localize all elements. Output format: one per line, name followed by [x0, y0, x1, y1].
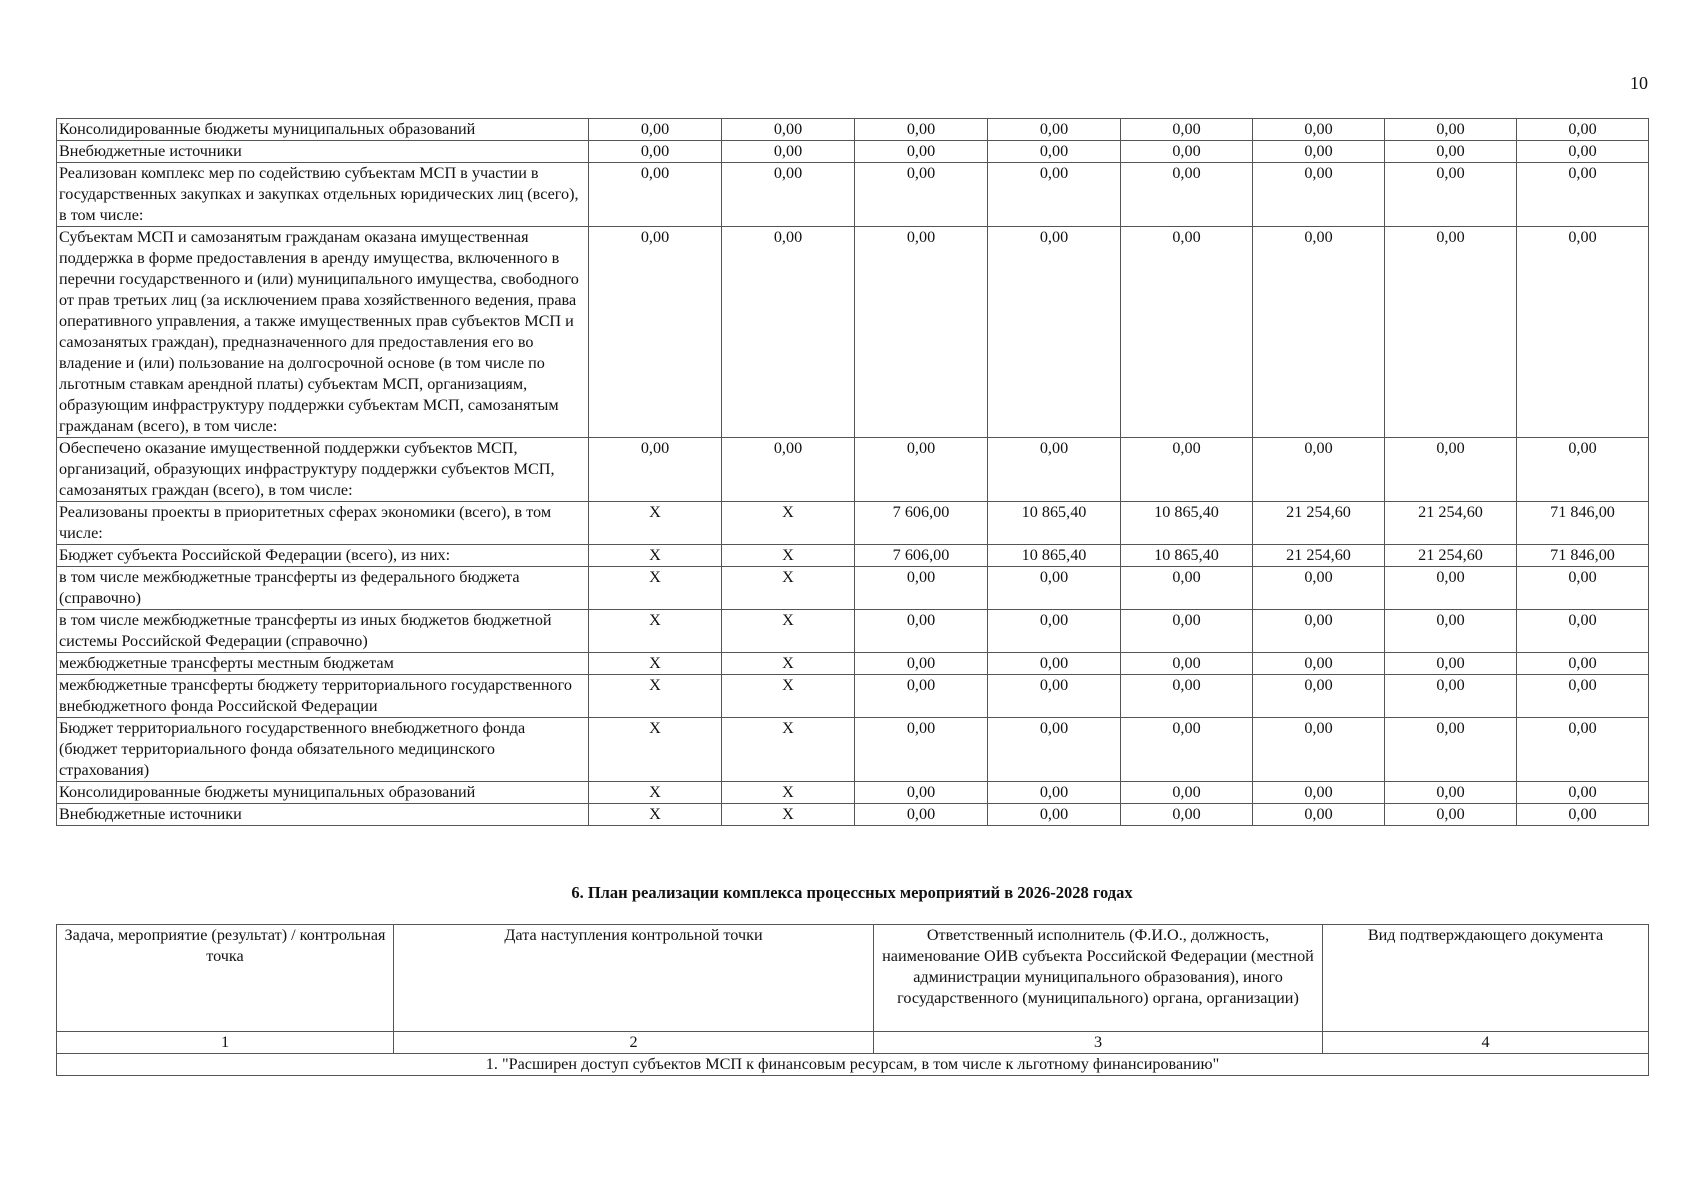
- finance-row: [57, 141, 1649, 163]
- finance-row-value: 0,00: [1517, 804, 1649, 826]
- page-number: 10: [1630, 73, 1648, 93]
- finance-row-value: 0,00: [1121, 567, 1253, 610]
- finance-row-value: 0,00: [589, 141, 722, 163]
- finance-row-value: 0,00: [1517, 782, 1649, 804]
- finance-row-value: 0,00: [1385, 227, 1517, 438]
- finance-row: [57, 610, 1649, 653]
- finance-row-value: 0,00: [988, 782, 1121, 804]
- finance-row: [57, 804, 1649, 826]
- finance-row-value: 0,00: [1253, 782, 1385, 804]
- finance-row-value: 7 606,00: [855, 502, 988, 545]
- finance-row-value: 0,00: [1253, 227, 1385, 438]
- finance-row-value: X: [722, 782, 855, 804]
- header-responsible: Ответственный исполнитель (Ф.И.О., должность, наименование ОИВ субъекта Российской Федерации (местной администрации муниципального образования), иного государственного (муниципального) органа, организации): [874, 925, 1323, 1032]
- finance-row-label: Реализованы проекты в приоритетных сферах экономики (всего), в том числе:: [57, 502, 589, 545]
- finance-row-label: Консолидированные бюджеты муниципальных образований: [57, 782, 589, 804]
- finance-row-value: 0,00: [1385, 141, 1517, 163]
- finance-row-value: 0,00: [1517, 718, 1649, 782]
- finance-row-label: Обеспечено оказание имущественной поддержки субъектов МСП, организаций, образующих инфраструктуру поддержки субъектов МСП, самозанятых граждан (всего), в том числе:: [57, 438, 589, 502]
- finance-row: [57, 502, 1649, 545]
- finance-row-label: Субъектам МСП и самозанятым гражданам оказана имущественная поддержка в форме предоставления в аренду имущества, включенного в перечни государственного и (или) муниципального имущества, свободного от прав третьих лиц (за исключением права хозяйственного ведения, права оперативного управления, а также имущественных прав субъектов МСП и самозанятых граждан), предназначенного для предоставления его во владение и (или) пользование на долгосрочной основе (в том числе по льготным ставкам арендной платы) субъектам МСП, организациям, образующим инфраструктуру поддержки субъектам МСП, самозанятым гражданам (всего), в том числе:: [57, 227, 589, 438]
- finance-row-value: 0,00: [855, 653, 988, 675]
- section-title: 6. План реализации комплекса процессных мероприятий в 2026-2028 годах: [571, 883, 1133, 902]
- finance-row-value: 0,00: [1253, 610, 1385, 653]
- finance-row-value: 0,00: [988, 675, 1121, 718]
- finance-row-label: в том числе межбюджетные трансферты из иных бюджетов бюджетной системы Российской Федерации (справочно): [57, 610, 589, 653]
- finance-row-value: 0,00: [722, 227, 855, 438]
- finance-row-value: 0,00: [988, 141, 1121, 163]
- finance-row-value: 0,00: [988, 653, 1121, 675]
- finance-row-value: 0,00: [1517, 163, 1649, 227]
- finance-row-value: 0,00: [1253, 119, 1385, 141]
- finance-row-value: 0,00: [722, 163, 855, 227]
- finance-row-value: X: [589, 610, 722, 653]
- finance-row-label: Внебюджетные источники: [57, 804, 589, 826]
- finance-row-value: 0,00: [1253, 438, 1385, 502]
- finance-row-value: 0,00: [1121, 804, 1253, 826]
- finance-row: [57, 163, 1649, 227]
- finance-row-value: X: [589, 675, 722, 718]
- finance-row-value: 0,00: [1121, 718, 1253, 782]
- finance-row: [57, 653, 1649, 675]
- finance-row: [57, 119, 1649, 141]
- finance-row-value: 0,00: [1517, 567, 1649, 610]
- finance-row-value: X: [722, 610, 855, 653]
- finance-row-value: X: [722, 502, 855, 545]
- finance-row-value: X: [722, 653, 855, 675]
- finance-row-value: 0,00: [1121, 227, 1253, 438]
- finance-row-value: 10 865,40: [1121, 545, 1253, 567]
- finance-row: [57, 438, 1649, 502]
- finance-row-value: X: [589, 653, 722, 675]
- finance-row-label: межбюджетные трансферты местным бюджетам: [57, 653, 589, 675]
- finance-row-value: 0,00: [722, 438, 855, 502]
- column-number: 1: [57, 1032, 394, 1054]
- finance-row-value: 0,00: [1121, 610, 1253, 653]
- finance-row-value: 0,00: [1517, 227, 1649, 438]
- column-number: 2: [394, 1032, 874, 1054]
- finance-row-value: 0,00: [1253, 653, 1385, 675]
- finance-row-value: 0,00: [1253, 675, 1385, 718]
- finance-row-value: 0,00: [1253, 804, 1385, 826]
- finance-row-value: 21 254,60: [1385, 502, 1517, 545]
- finance-row-value: 10 865,40: [988, 545, 1121, 567]
- finance-row-value: 0,00: [855, 675, 988, 718]
- finance-row-value: 0,00: [1121, 782, 1253, 804]
- finance-row-value: 0,00: [855, 782, 988, 804]
- finance-row-value: 0,00: [722, 141, 855, 163]
- column-number: 3: [874, 1032, 1323, 1054]
- finance-row-value: 0,00: [988, 119, 1121, 141]
- finance-row-value: X: [722, 718, 855, 782]
- finance-row-value: 0,00: [1121, 653, 1253, 675]
- finance-row-label: Реализован комплекс мер по содействию субъектам МСП в участии в государственных закупках и закупках отдельных юридических лиц (всего), в том числе:: [57, 163, 589, 227]
- finance-row-value: 21 254,60: [1253, 502, 1385, 545]
- finance-row-value: 0,00: [855, 610, 988, 653]
- finance-row-label: Консолидированные бюджеты муниципальных образований: [57, 119, 589, 141]
- finance-row-label: Бюджет территориального государственного внебюджетного фонда (бюджет территориального фонда обязательного медицинского страхования): [57, 718, 589, 782]
- finance-row-value: X: [722, 804, 855, 826]
- finance-row-value: 0,00: [1517, 610, 1649, 653]
- finance-row-value: 0,00: [1517, 675, 1649, 718]
- finance-row-value: 0,00: [988, 227, 1121, 438]
- finance-row-value: 0,00: [855, 438, 988, 502]
- plan-table: [56, 924, 1649, 1076]
- finance-row-value: 0,00: [988, 804, 1121, 826]
- finance-row-value: 0,00: [589, 119, 722, 141]
- finance-row-value: 0,00: [855, 119, 988, 141]
- finance-row-value: 0,00: [1385, 653, 1517, 675]
- finance-row-value: 0,00: [1253, 718, 1385, 782]
- column-number: 4: [1323, 1032, 1649, 1054]
- finance-row-value: X: [722, 545, 855, 567]
- plan-header-row: [57, 925, 1649, 1032]
- finance-row-value: X: [589, 804, 722, 826]
- finance-row-value: 0,00: [1253, 141, 1385, 163]
- finance-row-value: 71 846,00: [1517, 502, 1649, 545]
- finance-row-value: 0,00: [1121, 141, 1253, 163]
- finance-row: [57, 545, 1649, 567]
- finance-table: [56, 118, 1649, 826]
- finance-row-value: 0,00: [855, 567, 988, 610]
- finance-row-value: 0,00: [589, 163, 722, 227]
- finance-row-value: 0,00: [988, 163, 1121, 227]
- finance-row-value: 0,00: [1385, 610, 1517, 653]
- finance-row-value: X: [589, 718, 722, 782]
- finance-row-value: 0,00: [1517, 438, 1649, 502]
- finance-row-value: 0,00: [855, 718, 988, 782]
- finance-row-label: Внебюджетные источники: [57, 141, 589, 163]
- header-document: Вид подтверждающего документа: [1323, 925, 1649, 1032]
- finance-row-value: 0,00: [1517, 653, 1649, 675]
- header-date: Дата наступления контрольной точки: [394, 925, 874, 1032]
- finance-row-value: 21 254,60: [1385, 545, 1517, 567]
- finance-row-value: 7 606,00: [855, 545, 988, 567]
- finance-row-value: 0,00: [1517, 141, 1649, 163]
- plan-task-row: [57, 1054, 1649, 1076]
- plan-column-numbers-row: [57, 1032, 1649, 1054]
- finance-row-value: X: [589, 545, 722, 567]
- finance-row-value: 10 865,40: [1121, 502, 1253, 545]
- finance-row: [57, 718, 1649, 782]
- finance-row: [57, 675, 1649, 718]
- finance-row-value: 0,00: [1385, 782, 1517, 804]
- header-task: Задача, мероприятие (результат) / контрольная точка: [57, 925, 394, 1032]
- finance-row-value: 0,00: [855, 141, 988, 163]
- finance-row-value: 0,00: [722, 119, 855, 141]
- finance-row-value: 0,00: [1385, 119, 1517, 141]
- finance-row-value: 0,00: [589, 227, 722, 438]
- finance-row-value: 0,00: [1385, 163, 1517, 227]
- finance-row-value: 0,00: [988, 567, 1121, 610]
- finance-row-value: 0,00: [1121, 119, 1253, 141]
- finance-row-value: 0,00: [1385, 675, 1517, 718]
- finance-row-value: X: [589, 567, 722, 610]
- finance-row-value: 0,00: [1385, 718, 1517, 782]
- finance-row-value: 0,00: [1121, 163, 1253, 227]
- finance-row-value: 0,00: [1517, 119, 1649, 141]
- finance-row-value: 0,00: [589, 438, 722, 502]
- finance-row-value: 0,00: [1385, 567, 1517, 610]
- finance-row: [57, 782, 1649, 804]
- finance-row-value: 0,00: [1385, 804, 1517, 826]
- finance-row-value: 0,00: [855, 227, 988, 438]
- finance-row-label: Бюджет субъекта Российской Федерации (всего), из них:: [57, 545, 589, 567]
- finance-row-value: 0,00: [988, 610, 1121, 653]
- finance-row-value: 0,00: [1253, 567, 1385, 610]
- finance-row-label: межбюджетные трансферты бюджету территориального государственного внебюджетного фонда Российской Федерации: [57, 675, 589, 718]
- finance-row-value: 0,00: [988, 438, 1121, 502]
- finance-row-value: 0,00: [1253, 163, 1385, 227]
- finance-row-value: 0,00: [988, 718, 1121, 782]
- finance-row-value: 21 254,60: [1253, 545, 1385, 567]
- finance-row-label: в том числе межбюджетные трансферты из федерального бюджета (справочно): [57, 567, 589, 610]
- task-title: 1. "Расширен доступ субъектов МСП к финансовым ресурсам, в том числе к льготному финансированию": [57, 1054, 1649, 1076]
- finance-row-value: 0,00: [1121, 438, 1253, 502]
- finance-row-value: X: [589, 502, 722, 545]
- finance-row-value: 0,00: [855, 804, 988, 826]
- finance-row-value: 0,00: [1385, 438, 1517, 502]
- finance-row: [57, 227, 1649, 438]
- finance-row-value: 71 846,00: [1517, 545, 1649, 567]
- finance-row-value: X: [589, 782, 722, 804]
- finance-row-value: X: [722, 567, 855, 610]
- finance-row: [57, 567, 1649, 610]
- finance-row-value: X: [722, 675, 855, 718]
- finance-row-value: 0,00: [855, 163, 988, 227]
- finance-row-value: 10 865,40: [988, 502, 1121, 545]
- finance-row-value: 0,00: [1121, 675, 1253, 718]
